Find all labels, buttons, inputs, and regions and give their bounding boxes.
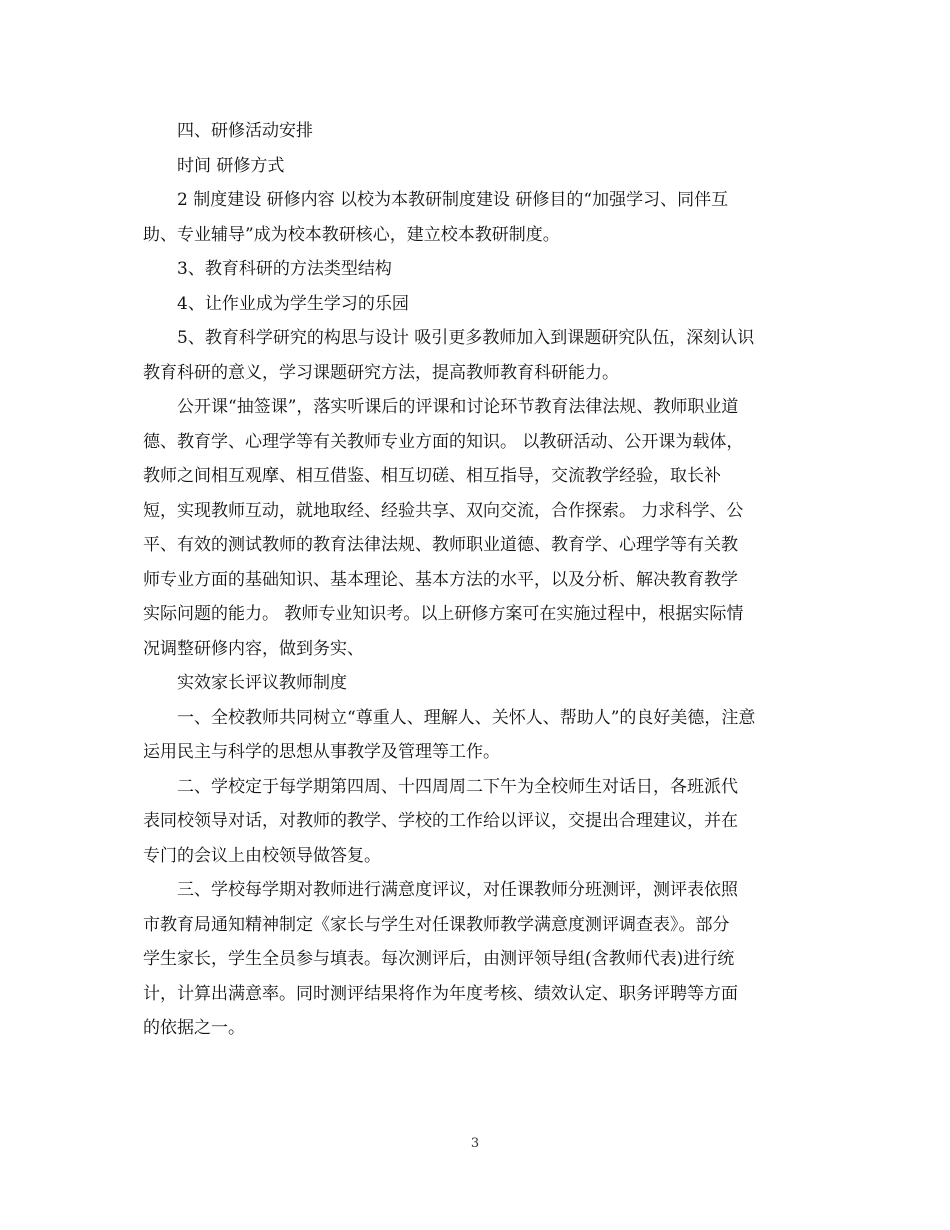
text-line: 2 制度建设 研修内容 以校为本教研制度建设 研修目的“加强学习、同伴互	[177, 190, 729, 210]
paragraph	[143, 390, 811, 666]
text-line: 实际问题的能力。 教师专业知识考。以上研修方案可在实施过程中，根据实际情	[143, 604, 744, 624]
paragraph	[143, 149, 811, 184]
paragraph	[143, 701, 811, 770]
paragraph	[143, 873, 811, 1046]
text-line: 二、学校定于每学期第四周、十四周周二下午为全校师生对话日，各班派代	[177, 776, 738, 797]
text-line: 5、教育科学研究的构思与设计 吸引更多教师加入到课题研究队伍，深刻认识	[177, 328, 755, 348]
text-line: 况调整研修内容，做到务实、	[143, 638, 364, 659]
text-line: 四、研修活动安排	[177, 121, 313, 141]
text-line: 短，实现教师互动，就地取经、经验共享、双向交流，合作探索。 力求科学、公	[143, 500, 744, 521]
text-line: 时间 研修方式	[177, 155, 285, 176]
text-line: 平、有效的测试教师的教育法律法规、教师职业道德、教育学、心理学等有关教	[143, 535, 738, 555]
paragraph	[143, 666, 811, 701]
text-line: 助、专业辅导”成为校本教研核心，建立校本教研制度。	[143, 224, 560, 245]
text-line: 学生家长，学生全员参与填表。每次测评后，由测评领导组(含教师代表)进行统	[143, 949, 735, 969]
text-line: 三、学校每学期对教师进行满意度评议，对任课教师分班测评，测评表依照	[177, 880, 738, 900]
text-line: 表同校领导对话，对教师的教学、学校的工作给以评议，交提出合理建议，并在	[143, 811, 738, 831]
document-body	[143, 114, 811, 1046]
text-line: 德、教育学、心理学等有关教师专业方面的知识。 以教研活动、公开课为载体，	[143, 431, 744, 452]
text-line: 实效家长评议教师制度	[177, 673, 347, 693]
paragraph	[143, 114, 811, 149]
text-line: 3、教育科研的方法类型结构	[177, 259, 392, 279]
paragraph	[143, 183, 811, 252]
text-line: 教师之间相互观摩、相互借鉴、相互切磋、相互指导，交流教学经验，取长补	[143, 466, 721, 486]
text-line: 运用民主与科学的思想从事教学及管理等工作。	[143, 742, 500, 762]
text-line: 的依据之一。	[143, 1018, 245, 1038]
text-line: 教育科研的意义，学习课题研究方法，提高教师教育科研能力。	[143, 362, 619, 383]
text-line: 公开课“抽签课”，落实听课后的评课和讨论环节教育法律法规、教师职业道	[177, 397, 739, 417]
paragraph	[143, 252, 811, 287]
text-line: 一、全校教师共同树立“尊重人、理解人、关怀人、帮助人”的良好美德，注意	[177, 707, 756, 728]
text-line: 师专业方面的基础知识、基本理论、基本方法的水平，以及分析、解决教育教学	[143, 569, 738, 590]
text-line: 计，计算出满意率。同时测评结果将作为年度考核、绩效认定、职务评聘等方面	[143, 983, 738, 1004]
paragraph	[143, 770, 811, 874]
page-number: 3	[470, 1136, 480, 1151]
text-line: 市教育局通知精神制定《家长与学生对任课教师教学满意度测评调查表》。部分	[143, 914, 730, 935]
text-line: 专门的会议上由校领导做答复。	[143, 845, 381, 866]
paragraph	[143, 321, 811, 390]
paragraph	[143, 287, 811, 322]
text-line: 4、让作业成为学生学习的乐园	[177, 293, 409, 314]
